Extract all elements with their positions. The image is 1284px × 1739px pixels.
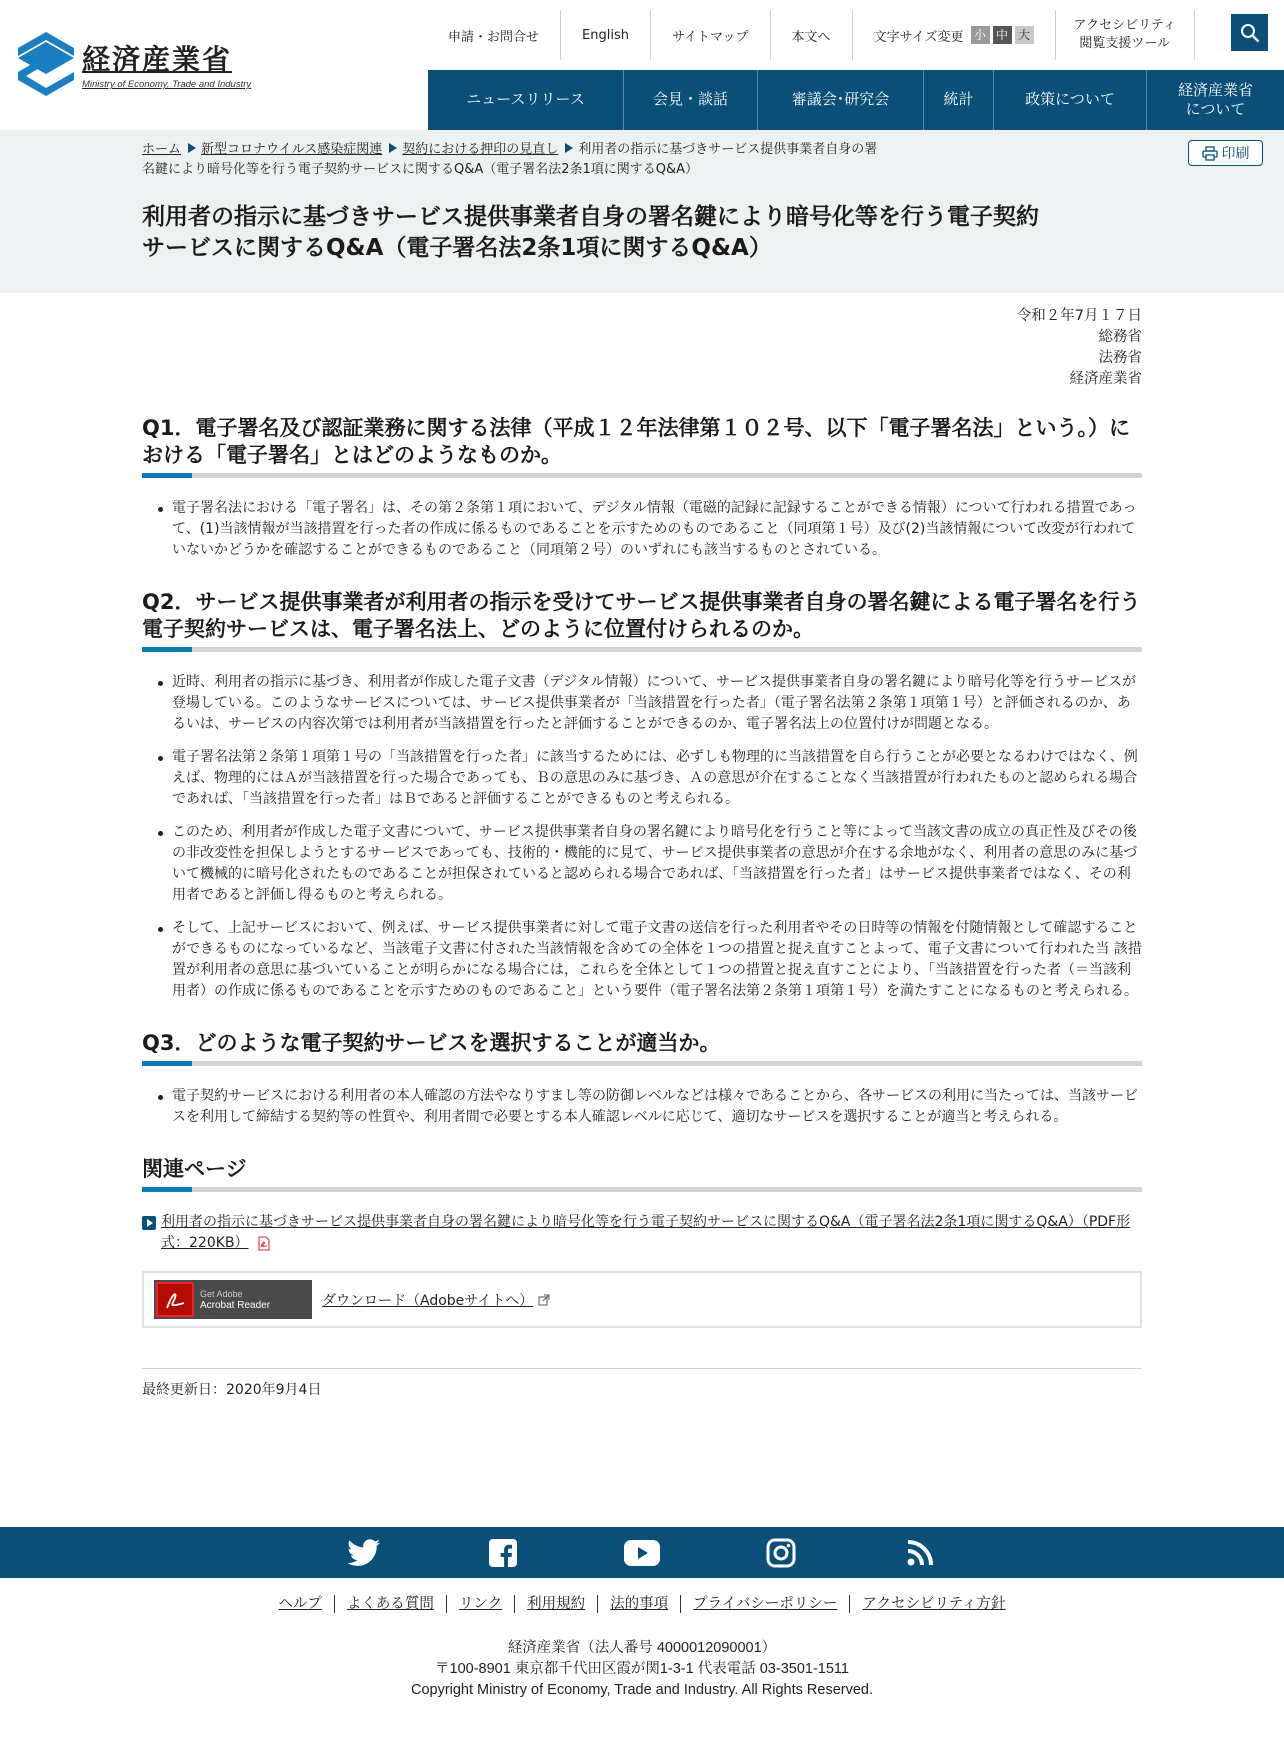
nav-about-line1: 経済産業省 <box>1177 80 1253 99</box>
page-title <box>142 202 1142 264</box>
footer-links <box>0 1595 1284 1613</box>
related-pdf-link[interactable]: 利用者の指示に基づきサービス提供事業者自身の署名鍵により暗号化等を行う電子契約サービスに関するQ&A（電子署名法2条1項に関するQ&A）（PDF形式：220KB） <box>161 1214 1131 1251</box>
nav-about-line2: について <box>1185 100 1246 118</box>
meti-logo-icon <box>18 32 74 96</box>
breadcrumb-covid[interactable]: 新型コロナウイルス感染症関連 <box>201 142 383 157</box>
page-title-line2: サービスに関するQ&A（電子署名法2条1項に関するQ&A） <box>142 235 772 261</box>
related-link-row <box>142 1212 1142 1254</box>
footer-info <box>0 1638 1284 1701</box>
accessibility-tool-link[interactable] <box>1056 10 1195 60</box>
footer-help-link[interactable]: ヘルプ <box>278 1596 322 1612</box>
site-header <box>0 0 1284 130</box>
social-links <box>0 1527 1284 1578</box>
font-size-medium-button[interactable]: 中 <box>993 26 1012 44</box>
breadcrumb <box>142 140 952 180</box>
q2-answer-item: 近時、利用者の指示に基づき、利用者が作成した電子文書（デジタル情報）について、サービス提供事業者自身の署名鍵により暗号化等を行うサービスが登場している。このようなサービスについては、サービス提供事業者が「当該措置を行った者」（電子署名法第２条第１項第１号）と評価されるのか、あるいは、サービスの内容次第では利用者が当該措置を行ったと評価することができるのか、電子署名法上の位置付けが問題となる。 <box>142 672 1142 735</box>
facebook-icon[interactable] <box>434 1527 573 1578</box>
pdf-icon <box>257 1236 271 1251</box>
link-arrow-icon <box>142 1216 156 1230</box>
adobe-reader-badge[interactable] <box>154 1280 312 1319</box>
footer-links-link[interactable]: リンク <box>446 1595 514 1613</box>
breadcrumb-seal-review[interactable]: 契約における押印の見直し <box>402 142 559 157</box>
last-updated: 最終更新日：2020年9月4日 <box>142 1368 1142 1399</box>
external-link-icon <box>538 1294 550 1306</box>
sitemap-link[interactable]: サイトマップ <box>651 10 771 60</box>
nav-policy[interactable]: 政策について <box>994 70 1147 130</box>
printer-icon <box>1202 146 1218 161</box>
q3-answer-list <box>142 1086 1142 1128</box>
nav-councils[interactable]: 審議会･研究会 <box>758 70 924 130</box>
a11y-line2: 閲覧支援ツール <box>1079 36 1171 51</box>
contact-link[interactable]: 申請・お問合せ <box>428 10 561 60</box>
print-button[interactable] <box>1188 140 1263 166</box>
q3-heading: Q3．どのような電子契約サービスを選択することが適当か。 <box>142 1030 1142 1066</box>
q2-answer-item: このため、利用者が作成した電子文書について、サービス提供事業者自身の署名鍵により暗号化を行うこと等によって当該文書の成立の真正性及びその後の非改変性を担保しようとするサービスであっても、技術的・機能的に見て、サービス提供事業者の意思が介在する余地がなく、利用者の意思のみに基づいて機械的に暗号化されたものであることが担保されていると認められる場合であれば、「当該措置を行った者」はサービス提供事業者ではなく、その利用者であると評価し得るものと考えられる。 <box>142 822 1142 906</box>
english-link[interactable]: English <box>561 10 651 60</box>
page-title-line1: 利用者の指示に基づきサービス提供事業者自身の署名鍵により暗号化等を行う電子契約 <box>142 204 1039 230</box>
main-nav <box>428 70 1284 130</box>
font-size-small-button[interactable]: 小 <box>971 26 990 44</box>
nav-statistics[interactable]: 統計 <box>924 70 994 130</box>
footer-org: 経済産業省（法人番号 4000012090001） <box>507 1640 777 1656</box>
q2-heading: Q2．サービス提供事業者が利用者の指示を受けてサービス提供事業者自身の署名鍵による電子署名を行う電子契約サービスは、電子署名法上、どのように位置付けられるのか。 <box>142 589 1142 652</box>
nav-about-meti[interactable] <box>1147 70 1284 130</box>
instagram-icon[interactable] <box>712 1527 851 1578</box>
adobe-download-link[interactable]: ダウンロード（Adobeサイトへ） <box>322 1292 534 1309</box>
q1-answer-item: 電子署名法における「電子署名」は、その第２条第１項において、デジタル情報（電磁的記録に記録することができる情報）について行われる措置であって、(1)当該情報が当該措置を行った者の作成に係るものであることを示すためのものであること（同項第１号）及び(2)当該情報について改変が行われていないかどうかを確認することができるものであること（同項第２号）のいずれにも該当するものとされている。 <box>142 498 1142 561</box>
q2-answer-item: そして、上記サービスにおいて、例えば、サービス提供事業者に対して電子文書の送信を行った利用者やその日時等の情報を付随情報として確認することができるものになっているなど、当該電子文書に付された当該情報を含めての全体を１つの措置と捉え直すことよって、電子文書について行われた当 該措置が利用者の意思に基づいていることが明らかになる場合には，これらを全体として１つの措置と捉え直すことにより、「当該措置を行った者（＝当該利用者）の作成に係るものであることを示すためのものであること」という要件（電子署名法第２条第１項第１号）を満たすことになるものと考えられる。 <box>142 918 1142 1002</box>
nav-news-release[interactable]: ニュースリリース <box>428 70 624 130</box>
breadcrumb-current-1: 利用者の指示に基づきサービス提供事業者自身の署 <box>578 142 878 157</box>
logo-japanese: 経済産業省 <box>82 43 233 76</box>
font-size-label: 文字サイズ変更 <box>873 29 964 45</box>
main-content <box>142 293 1142 1399</box>
issue-date: 令和２年7月１７日 <box>1016 308 1142 324</box>
footer-copyright: Copyright Ministry of Economy, Trade and Industry. All Rights Reserved. <box>410 1682 874 1698</box>
utility-nav <box>428 10 1195 60</box>
footer-accessibility-link[interactable]: アクセシビリティ方針 <box>849 1595 1017 1613</box>
q1-answer-list <box>142 498 1142 561</box>
footer-privacy-link[interactable]: プライバシーポリシー <box>680 1595 849 1613</box>
q2-answer-list <box>142 672 1142 1002</box>
q3-answer-item: 電子契約サービスにおける利用者の本人確認の方法やなりすまし等の防御レベルなどは様々であることから、各サービスの利用に当たっては、当該サービスを利用して締結する契約等の性質や、利用者間で必要とする本人確認レベルに応じて、適切なサービスを選択することが適当と考えられる。 <box>142 1086 1142 1128</box>
youtube-icon[interactable] <box>573 1527 712 1578</box>
rss-icon[interactable] <box>851 1527 990 1578</box>
issuer-moj: 法務省 <box>1098 350 1142 366</box>
print-label: 印刷 <box>1221 146 1250 162</box>
breadcrumb-arrow-icon <box>188 143 196 153</box>
breadcrumb-current-2: 名鍵により暗号化等を行う電子契約サービスに関するQ&A（電子署名法2条1項に関するQ&A） <box>142 162 699 177</box>
adobe-logo-icon <box>156 1282 194 1317</box>
breadcrumb-arrow-icon <box>565 143 573 153</box>
nav-press-conference[interactable]: 会見・談話 <box>624 70 758 130</box>
font-size-large-button[interactable]: 大 <box>1015 26 1034 44</box>
title-band <box>0 130 1284 293</box>
breadcrumb-home[interactable]: ホーム <box>142 142 182 157</box>
q1-heading: Q1．電子署名及び認証業務に関する法律（平成１２年法律第１０２号、以下「電子署名法」という。）における「電子署名」とはどのようなものか。 <box>142 415 1142 478</box>
logo-english: Ministry of Economy, Trade and Industry <box>82 79 252 90</box>
footer-address: 〒100-8901 東京都千代田区霞が関1-3-1 代表電話 03-3501-1511 <box>435 1661 849 1677</box>
footer-terms-link[interactable]: 利用規約 <box>514 1595 597 1613</box>
footer-faq-link[interactable]: よくある質問 <box>334 1595 446 1613</box>
twitter-icon[interactable] <box>295 1527 434 1578</box>
search-icon <box>1240 23 1260 43</box>
issuer-meti: 経済産業省 <box>1069 371 1142 387</box>
skip-to-content-link[interactable]: 本文へ <box>771 10 853 60</box>
search-button[interactable] <box>1231 14 1268 51</box>
q2-answer-item: 電子署名法第２条第１項第１号の「当該措置を行った者」に該当するためには、必ずしも物理的に当該措置を自ら行うことが必要となるわけではなく、例えば、物理的にはＡが当該措置を行った場合であっても、Ｂの意思のみに基づき、Ａの意思が介在することなく当該措置が行われたものと認められる場合であれば、「当該措置を行った者」はＢであると評価することができるものと考えられる。 <box>142 747 1142 810</box>
a11y-line1: アクセシビリティ <box>1073 18 1176 34</box>
issuer-block <box>142 306 1142 390</box>
footer-legal-link[interactable]: 法的事項 <box>597 1595 680 1613</box>
font-size-switcher <box>853 10 1056 60</box>
adobe-reader-box <box>142 1271 1142 1328</box>
breadcrumb-arrow-icon <box>389 143 397 153</box>
issuer-mic: 総務省 <box>1098 329 1142 345</box>
site-logo[interactable] <box>18 32 251 96</box>
adobe-get-text: Get Adobe <box>200 1288 243 1299</box>
related-pages-heading: 関連ページ <box>142 1156 1142 1192</box>
adobe-reader-text: Acrobat Reader <box>200 1299 271 1311</box>
